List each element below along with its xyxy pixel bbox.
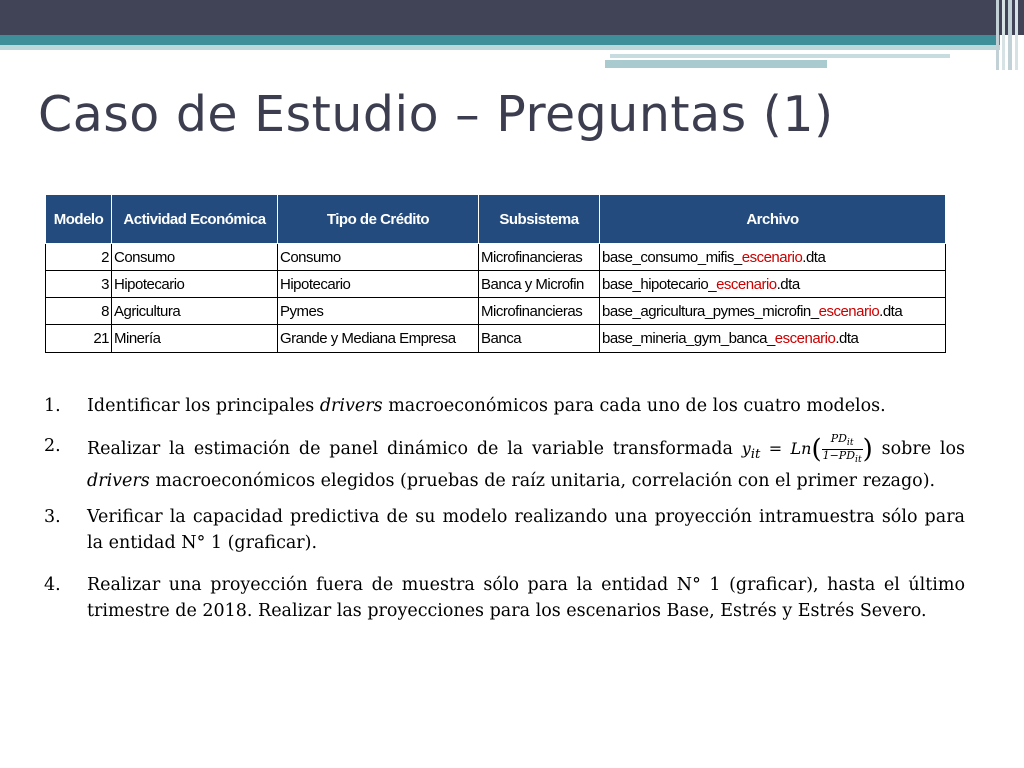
archivo-ext: .dta <box>802 248 826 266</box>
header-band-teal-light <box>0 45 1000 50</box>
cell-subsistema: Banca <box>479 325 600 353</box>
cell-modelo: 8 <box>46 298 112 325</box>
question-text: Verificar la capacidad predictiva de su modelo realizando una proyección intramuestra sólo para la entidad N° 1 (graficar). <box>87 507 965 554</box>
table-row <box>46 271 946 298</box>
cell-actividad: Minería <box>112 325 278 353</box>
fraction-denominator <box>822 450 863 466</box>
cell-archivo <box>600 244 946 271</box>
cell-modelo: 21 <box>46 325 112 353</box>
archivo-prefix: base_hipotecario_ <box>602 275 717 293</box>
formula-lhs: y <box>741 439 751 459</box>
formula-paren-open: ( <box>811 434 822 465</box>
header-accent-line <box>610 54 950 58</box>
question-text: sobre los <box>872 439 966 460</box>
archivo-prefix: base_agricultura_pymes_microfin_ <box>602 302 819 320</box>
header-actividad: Actividad Económica <box>112 195 278 244</box>
cell-tipo: Hipotecario <box>278 271 479 298</box>
formula-lhs-sub: it <box>750 447 761 463</box>
fraction-numerator <box>822 433 863 450</box>
cell-archivo <box>600 271 946 298</box>
numerator-sub: it <box>846 437 854 449</box>
table-row <box>46 298 946 325</box>
formula-paren-close: ) <box>862 434 873 465</box>
archivo-scenario: escenario <box>741 248 803 266</box>
header-band-teal <box>0 35 1000 45</box>
header-stripe <box>1008 0 1012 70</box>
numerator-text: PD <box>830 432 847 445</box>
cell-archivo <box>600 298 946 325</box>
cell-subsistema: Microfinancieras <box>479 244 600 271</box>
question-number: 4. <box>44 575 61 596</box>
question-item <box>44 393 965 419</box>
question-number: 3. <box>44 507 61 528</box>
archivo-ext: .dta <box>835 330 859 347</box>
header-stripe <box>1015 0 1018 70</box>
question-number: 1. <box>44 396 61 416</box>
cell-modelo: 2 <box>46 244 112 271</box>
cell-tipo: Consumo <box>278 244 479 271</box>
cell-archivo <box>600 325 946 353</box>
table-row <box>46 325 946 353</box>
question-emphasis: drivers <box>319 396 383 416</box>
question-number: 2. <box>44 436 61 456</box>
formula-fraction <box>822 433 863 466</box>
header-subsistema: Subsistema <box>479 195 600 244</box>
question-text: Realizar una proyección fuera de muestra sólo para la entidad N° 1 (graficar), hasta el último trimestre de 2018. Realizar las proyecciones para los escenarios Base, Estrés y Estrés Severo. <box>87 575 965 622</box>
question-text: Realizar la estimación de panel dinámico de la variable transformada <box>87 439 742 460</box>
header-tipo: Tipo de Crédito <box>278 195 479 244</box>
formula <box>741 432 873 466</box>
formula-eq: = Ln <box>760 439 812 459</box>
header-stripe <box>1002 0 1005 70</box>
archivo-prefix: base_consumo_mifis_ <box>602 248 742 266</box>
slide-title: Caso de Estudio – Preguntas (1) <box>38 86 834 143</box>
header-accent-line-2 <box>605 60 827 68</box>
cell-tipo: Pymes <box>278 298 479 325</box>
archivo-prefix: base_mineria_gym_banca_ <box>602 330 775 347</box>
question-item <box>44 433 965 494</box>
archivo-scenario: escenario <box>818 302 880 320</box>
denominator-sub: it <box>855 454 862 466</box>
cell-actividad: Agricultura <box>112 298 278 325</box>
archivo-ext: .dta <box>776 275 800 293</box>
header-stripe <box>996 0 999 70</box>
archivo-ext: .dta <box>879 302 903 320</box>
question-item <box>44 572 965 624</box>
question-emphasis: drivers <box>87 471 150 492</box>
archivo-scenario: escenario <box>774 330 836 347</box>
cell-tipo: Grande y Mediana Empresa <box>278 325 479 353</box>
cell-subsistema: Banca y Microfin <box>479 271 600 298</box>
header-archivo: Archivo <box>600 195 946 244</box>
cell-actividad: Consumo <box>112 244 278 271</box>
cell-modelo: 3 <box>46 271 112 298</box>
denominator-text: 1−PD <box>822 449 856 463</box>
question-text: Identificar los principales <box>87 396 320 416</box>
question-text: macroeconómicos elegidos (pruebas de raíz unitaria, correlación con el primer rezago). <box>149 471 936 492</box>
question-text: macroeconómicos para cada uno de los cuatro modelos. <box>382 396 886 416</box>
models-table <box>45 194 946 353</box>
header-band-dark <box>0 0 1024 35</box>
questions-list <box>44 393 965 624</box>
question-item <box>44 504 965 556</box>
cell-actividad: Hipotecario <box>112 271 278 298</box>
header-modelo: Modelo <box>46 195 112 244</box>
table-row <box>46 244 946 271</box>
cell-subsistema: Microfinancieras <box>479 298 600 325</box>
archivo-scenario: escenario <box>716 275 777 293</box>
table-header-row <box>46 195 946 244</box>
